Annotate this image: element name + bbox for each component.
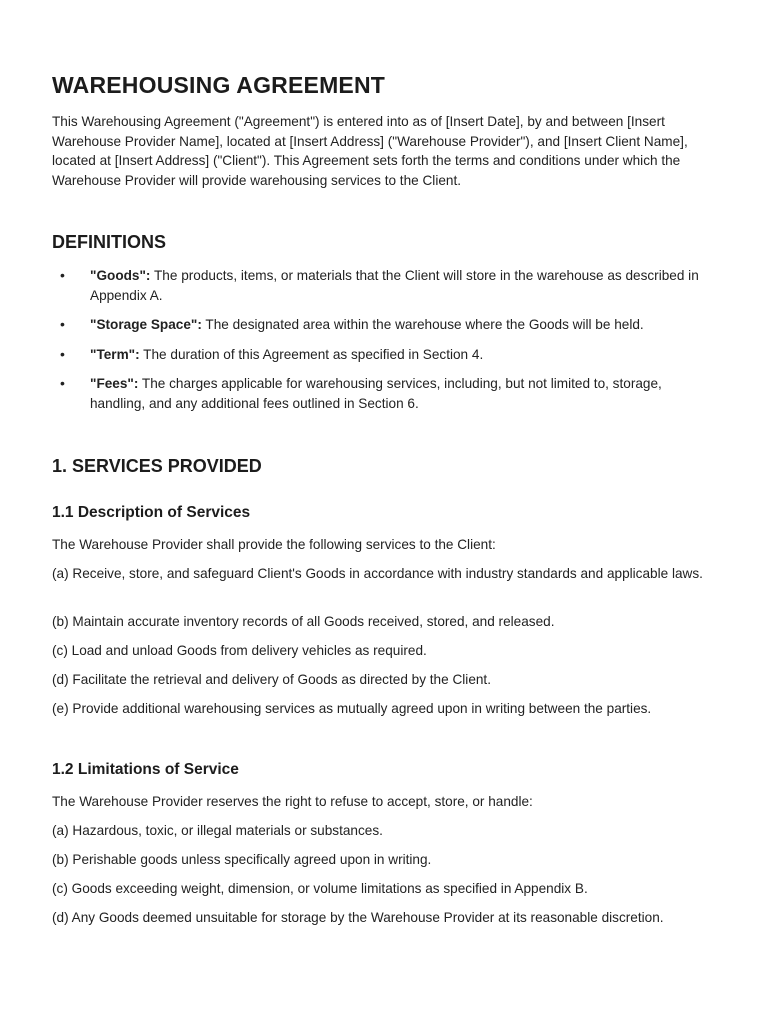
definitions-list bbox=[52, 266, 712, 423]
service-item: (c) Load and unload Goods from delivery vehicles as required. bbox=[52, 643, 427, 658]
definition-term: "Fees": bbox=[90, 376, 139, 391]
definition-term: "Term": bbox=[90, 346, 140, 362]
definition-item bbox=[52, 266, 712, 305]
definition-item bbox=[52, 374, 712, 413]
bullet-icon: • bbox=[60, 345, 65, 362]
section-1-2-lead: The Warehouse Provider reserves the right to refuse to accept, store, or handle: bbox=[52, 794, 533, 809]
limitation-item: (a) Hazardous, toxic, or illegal materials or substances. bbox=[52, 823, 383, 838]
limitation-item: (c) Goods exceeding weight, dimension, or volume limitations as specified in Appendix B. bbox=[52, 881, 588, 896]
section-1-1-lead: The Warehouse Provider shall provide the following services to the Client: bbox=[52, 537, 496, 552]
service-item: (b) Maintain accurate inventory records of all Goods received, stored, and released. bbox=[52, 614, 555, 629]
definition-text: The designated area within the warehouse where the Goods will be held. bbox=[201, 317, 644, 332]
document-title: WAREHOUSING AGREEMENT bbox=[52, 72, 386, 98]
bullet-icon: • bbox=[60, 267, 65, 283]
service-item: (a) Receive, store, and safeguard Client's Goods in accordance with industry standards and applicable laws. bbox=[52, 566, 703, 581]
definition-term: "Goods": bbox=[90, 268, 151, 283]
bullet-icon: • bbox=[60, 316, 65, 332]
service-item: (d) Facilitate the retrieval and delivery of Goods as directed by the Client. bbox=[52, 672, 491, 687]
definition-text: The duration of this Agreement as specified in Section 4. bbox=[139, 346, 484, 362]
intro-paragraph: This Warehousing Agreement ("Agreement") is entered into as of [Insert Date], by and between [Insert Warehouse Provider Name], located at [Insert Address] ("Warehouse Provider"), and [Insert Client Name], located at [Insert Address] ("Client"). This Agreement sets forth the terms and conditions under which the Warehouse Provider will provide warehousing services to the Client. bbox=[52, 114, 688, 188]
limitation-item: (b) Perishable goods unless specifically agreed upon in writing. bbox=[52, 852, 432, 867]
service-item: (e) Provide additional warehousing services as mutually agreed upon in writing between the parties. bbox=[52, 701, 652, 716]
definition-text: The charges applicable for warehousing services, including, but not limited to, storage, handling, and any additional fees outlined in Section 6. bbox=[90, 376, 662, 411]
definition-term: "Storage Space": bbox=[90, 317, 202, 332]
section-1-1-heading: 1.1 Description of Services bbox=[52, 504, 251, 521]
section-1-2-heading: 1.2 Limitations of Service bbox=[52, 761, 239, 778]
section-1-heading: 1. SERVICES PROVIDED bbox=[52, 456, 262, 476]
definition-item bbox=[52, 345, 712, 365]
definitions-heading: DEFINITIONS bbox=[52, 232, 167, 252]
definition-item bbox=[52, 315, 712, 335]
definition-text: The products, items, or materials that the Client will store in the warehouse as described in Appendix A. bbox=[90, 268, 699, 303]
limitation-item: (d) Any Goods deemed unsuitable for storage by the Warehouse Provider at its reasonable discretion. bbox=[52, 910, 664, 925]
bullet-icon: • bbox=[60, 375, 65, 391]
